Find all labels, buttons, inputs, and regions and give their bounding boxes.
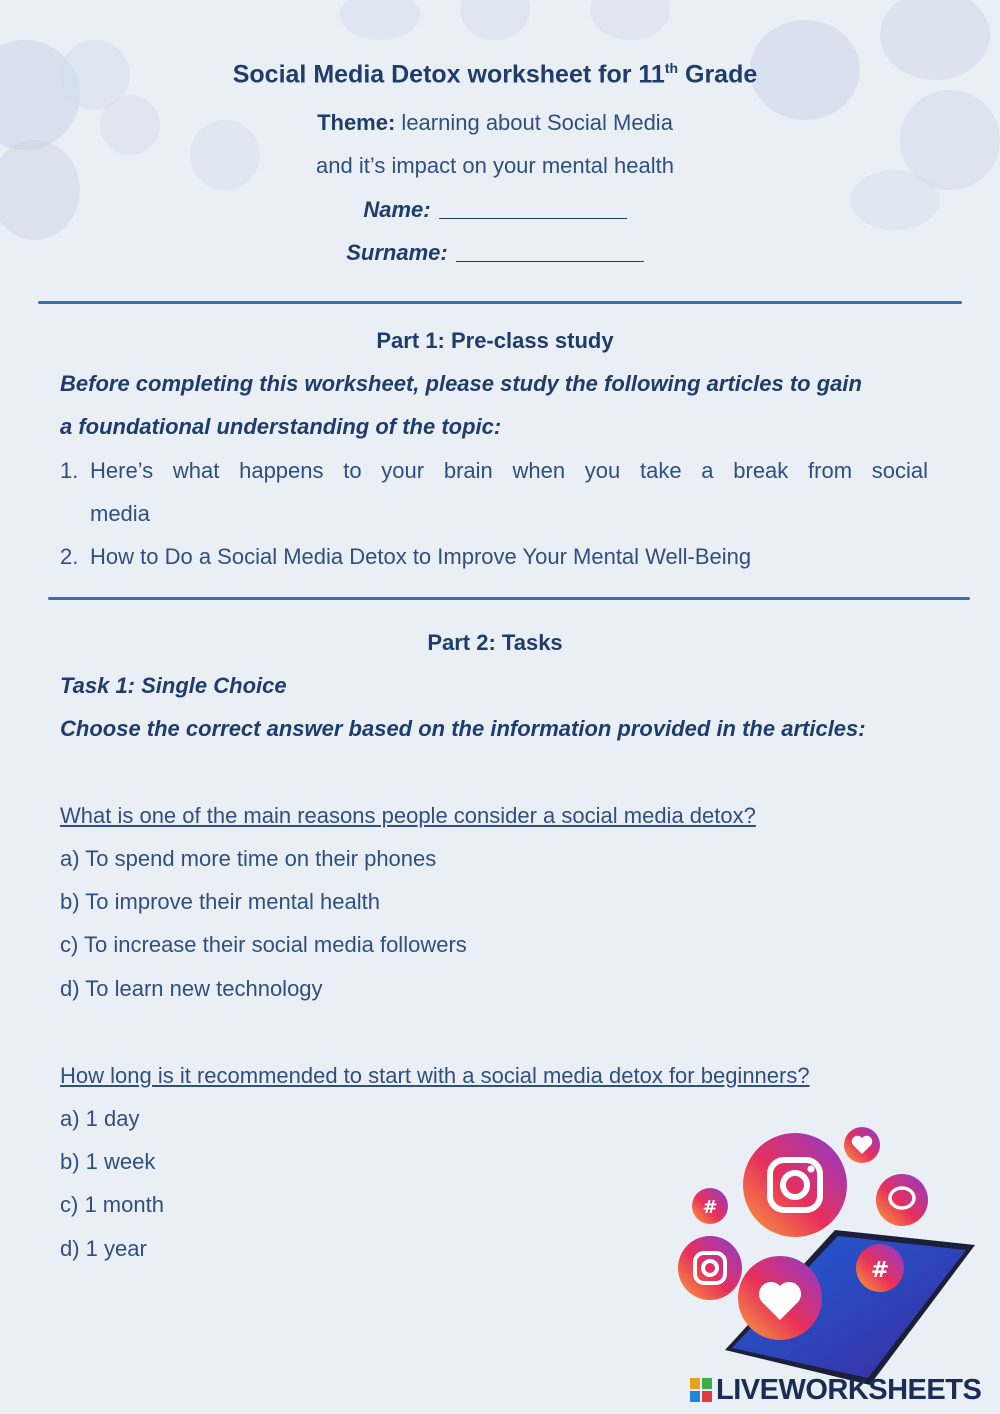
surname-label: Surname: (346, 240, 448, 265)
phone-social-illustration (670, 1120, 990, 1390)
liveworksheets-logo: LIVEWORKSHEETS (716, 1374, 982, 1406)
q2-option-b[interactable]: b) 1 week (60, 1149, 156, 1174)
svg-text:#: # (702, 1197, 718, 1218)
name-input-blank[interactable] (439, 198, 627, 219)
article-1-link-cont[interactable]: media (90, 501, 150, 526)
q1-option-d[interactable]: d) To learn new technology (60, 976, 323, 1001)
divider-1 (38, 301, 962, 304)
q1-option-a[interactable]: a) To spend more time on their phones (60, 846, 437, 871)
part2-heading: Part 2: Tasks (427, 630, 563, 655)
worksheet-title (0, 60, 990, 89)
task1-title: Task 1: Single Choice (60, 673, 287, 698)
theme-line-2: and it’s impact on your mental health (316, 153, 674, 178)
q2-option-a[interactable]: a) 1 day (60, 1106, 140, 1131)
hashtag-icon (692, 1188, 728, 1224)
title-end: Grade (678, 60, 758, 89)
name-field (0, 197, 990, 223)
theme-line-1 (0, 110, 990, 136)
heart-icon (738, 1256, 822, 1340)
theme-label: Theme: (317, 110, 396, 135)
article-2-number: 2. (60, 544, 79, 569)
part1-heading: Part 1: Pre-class study (376, 328, 614, 353)
question-1: What is one of the main reasons people consider a social media detox? (60, 803, 756, 828)
part1-intro-line2: a foundational understanding of the topic: (60, 414, 502, 439)
q1-option-c[interactable]: c) To increase their social media followers (60, 932, 467, 957)
svg-text:#: # (870, 1258, 890, 1283)
question-2: How long is it recommended to start with a social media detox for beginners? (60, 1063, 810, 1088)
hashtag-icon (856, 1244, 904, 1292)
task1-instruction: Choose the correct answer based on the information provided in the articles: (60, 716, 866, 741)
q2-option-d[interactable]: d) 1 year (60, 1236, 147, 1261)
article-2-link[interactable]: How to Do a Social Media Detox to Improve Your Mental Well-Being (90, 544, 752, 569)
title-superscript: th (664, 60, 679, 76)
theme-text: learning about Social Media (395, 110, 673, 135)
q1-option-b[interactable]: b) To improve their mental health (60, 889, 380, 914)
instagram-icon (743, 1133, 847, 1237)
surname-input-blank[interactable] (456, 241, 644, 262)
liveworksheets-logo-icon (690, 1378, 712, 1402)
chat-bubble-icon (876, 1174, 928, 1226)
instagram-icon (678, 1236, 742, 1300)
surname-field (0, 240, 990, 266)
divider-2 (48, 597, 970, 600)
heart-icon (844, 1127, 880, 1163)
title-text: Social Media Detox worksheet for 11 (232, 60, 665, 89)
article-1-number: 1. (60, 458, 79, 483)
part1-intro-line1: Before completing this worksheet, please study the following articles to gain (60, 371, 862, 396)
article-1-link[interactable]: Here’s what happens to your brain when you take a break from social (90, 458, 928, 483)
q2-option-c[interactable]: c) 1 month (60, 1192, 164, 1217)
name-label: Name: (363, 197, 431, 222)
